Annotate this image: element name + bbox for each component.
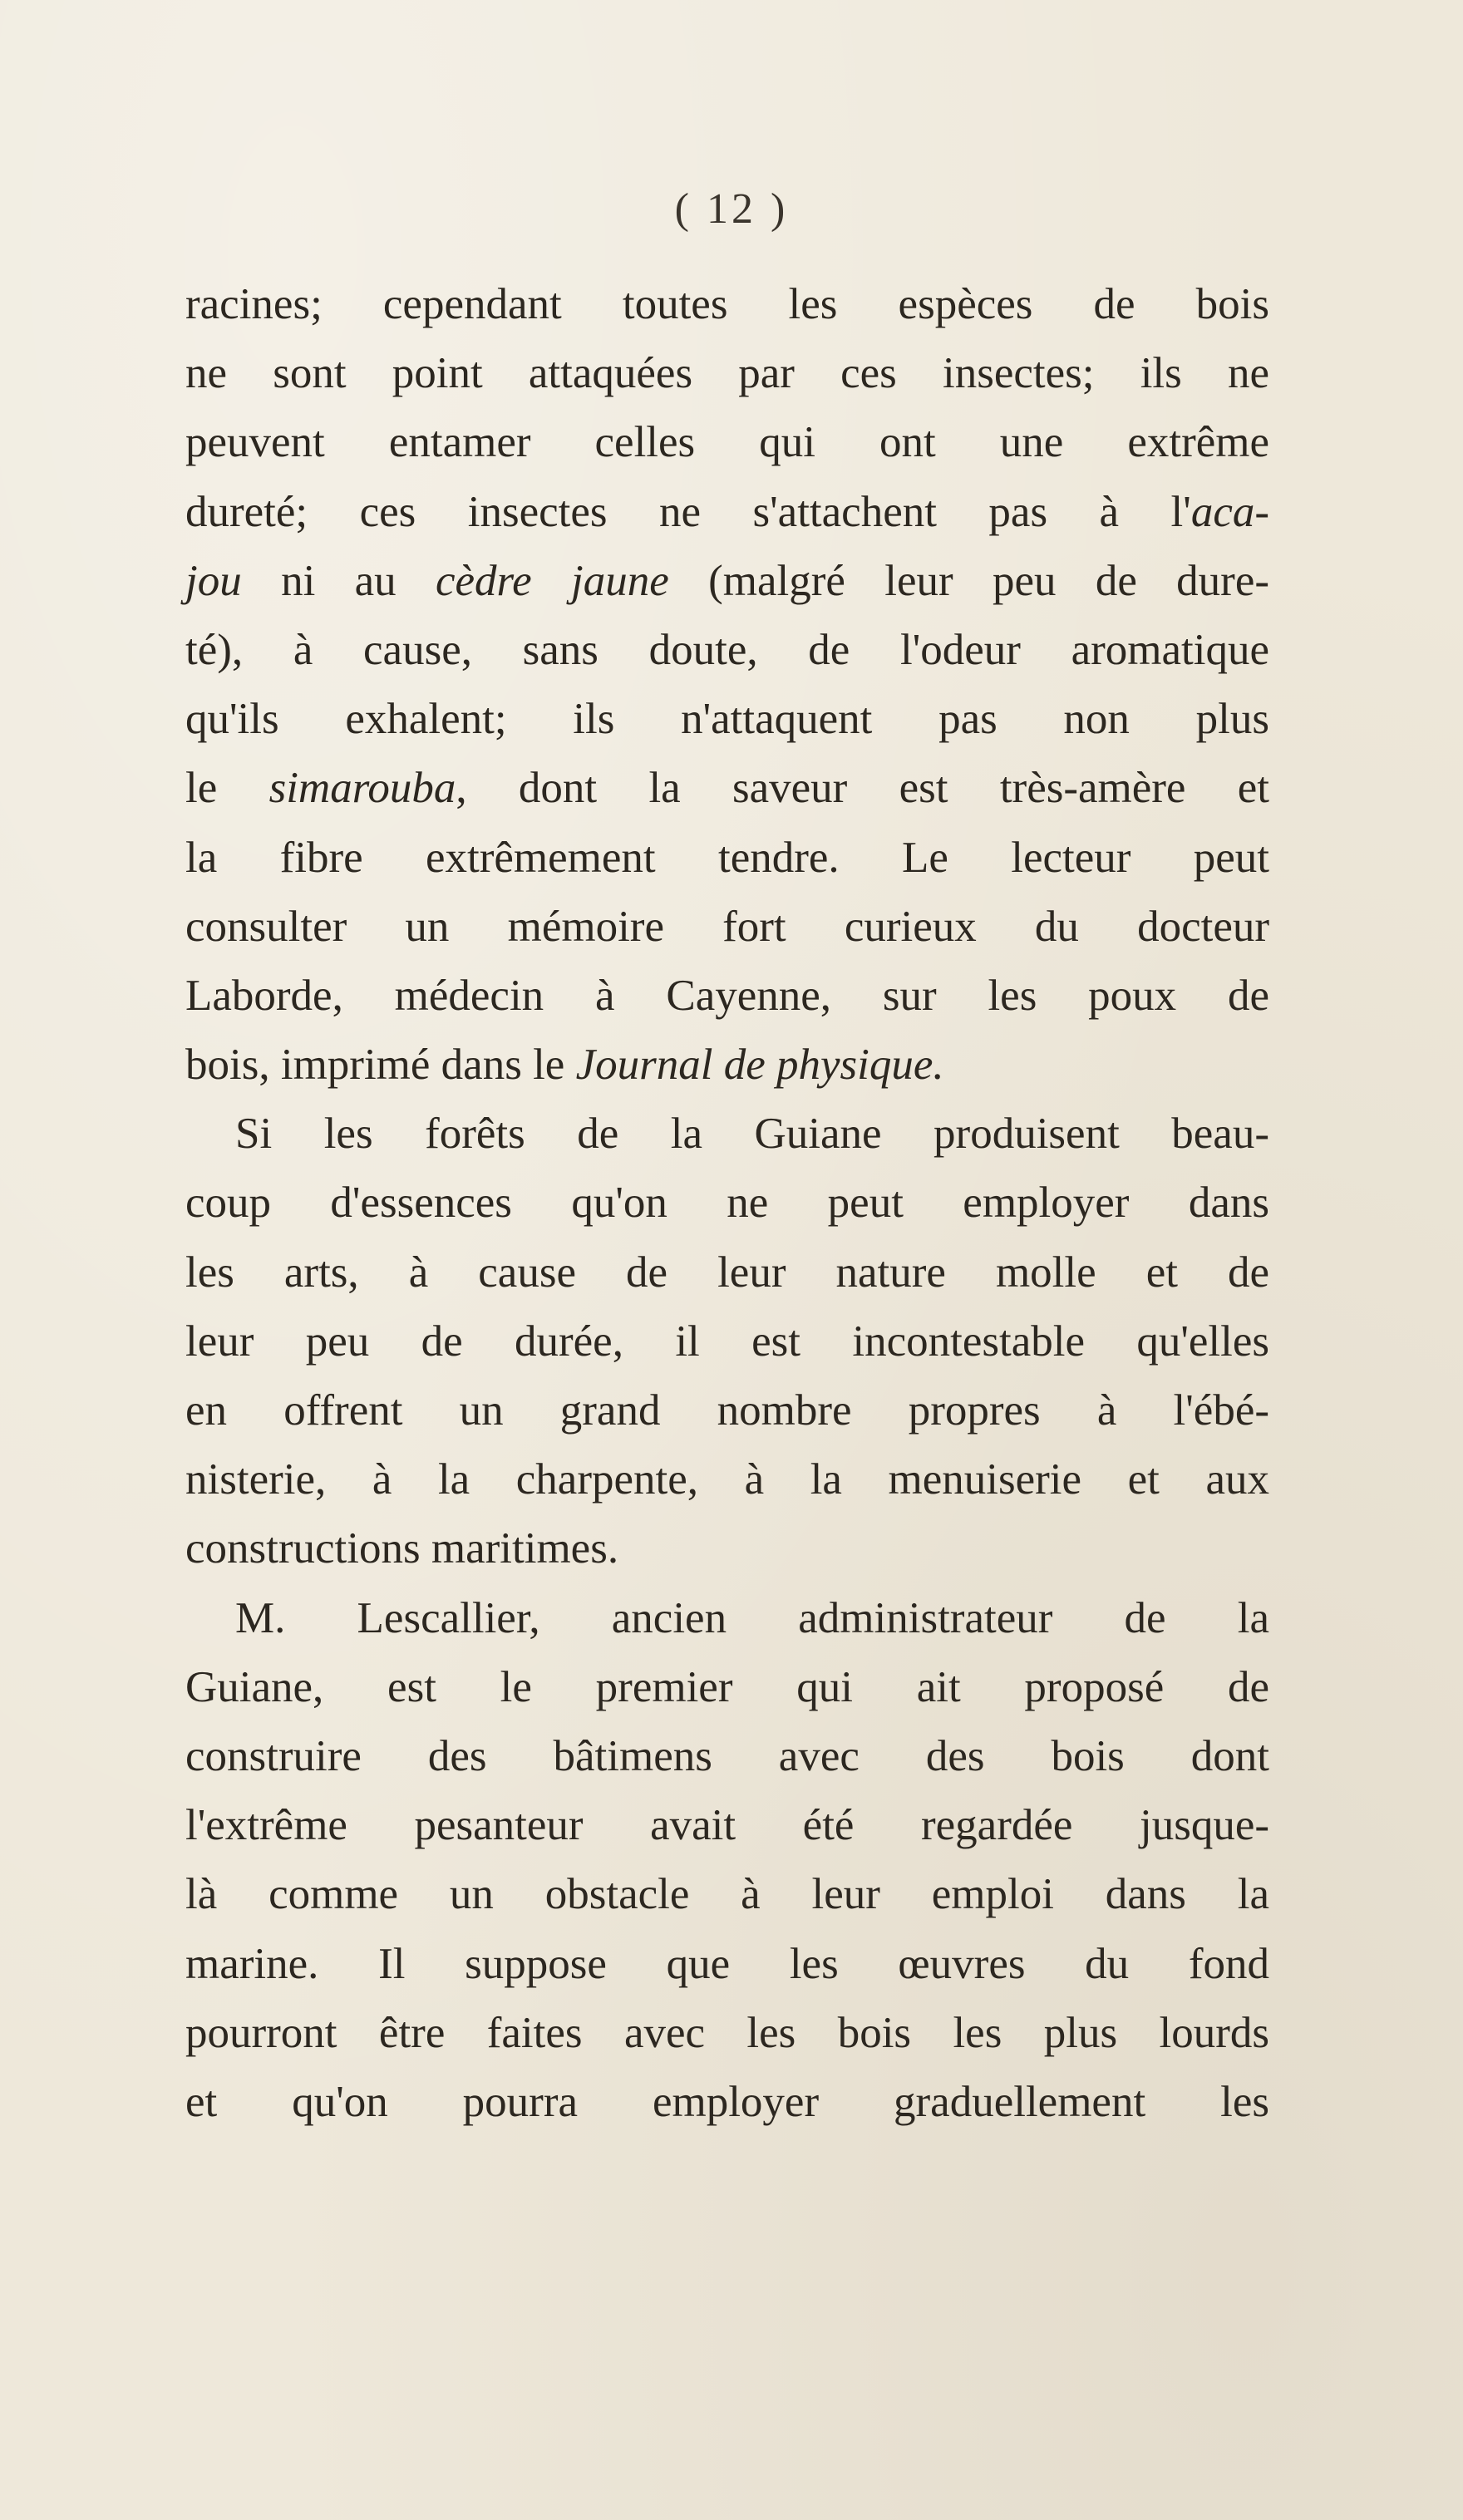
- text-segment: peuvent entamer celles qui ont une extrême: [185, 418, 1269, 467]
- text-line: [185, 1791, 1269, 1860]
- text-line: [185, 1653, 1269, 1722]
- text-line: [185, 547, 1269, 616]
- text-segment: les arts, à cause de leur nature molle et de: [185, 1248, 1269, 1297]
- text-segment: leur peu de durée, il est incontestable qu'elles: [185, 1317, 1269, 1366]
- text-segment: M. Lescallier, ancien administrateur de la: [235, 1593, 1269, 1642]
- text-segment: bois, imprimé dans le: [185, 1041, 576, 1090]
- text-segment: et qu'on pourra employer graduellement les: [185, 2077, 1269, 2126]
- italic-text: simarouba: [268, 764, 456, 813]
- text-line: [185, 478, 1269, 547]
- page-number: ( 12 ): [674, 185, 789, 233]
- text-segment: consulter un mémoire fort curieux du docteur: [185, 902, 1269, 951]
- text-segment: qu'ils exhalent; ils n'attaquent pas non plus: [185, 695, 1269, 744]
- text-line: [185, 1999, 1269, 2068]
- text-segment: construire des bâtimens avec des bois dont: [185, 1731, 1269, 1780]
- text-segment: Laborde, médecin à Cayenne, sur les poux de: [185, 971, 1269, 1020]
- text-line: [185, 893, 1269, 962]
- text-line: [185, 270, 1269, 339]
- text-segment: le: [185, 764, 269, 813]
- text-line: [185, 754, 1269, 823]
- text-line: [185, 339, 1269, 408]
- text-line: [185, 1514, 1269, 1583]
- text-segment: marine. Il suppose que les œuvres du fond: [185, 1939, 1269, 1988]
- text-segment: coup d'essences qu'on ne peut employer dans: [185, 1179, 1269, 1228]
- text-line: [185, 408, 1269, 477]
- text-segment: té), à cause, sans doute, de l'odeur aromatique: [185, 625, 1269, 674]
- italic-text: aca-: [1190, 487, 1269, 536]
- text-line: [185, 1100, 1269, 1169]
- text-line: [185, 2068, 1269, 2137]
- text-line: [185, 1445, 1269, 1514]
- text-segment: dureté; ces insectes ne s'attachent pas à l': [185, 487, 1191, 536]
- text-line: [185, 1307, 1269, 1376]
- text-segment: , dont la saveur est très-amère et: [456, 764, 1269, 813]
- text-line: [185, 962, 1269, 1031]
- text-line: [185, 685, 1269, 754]
- italic-text: cèdre jaune: [435, 556, 669, 605]
- text-segment: en offrent un grand nombre propres à l'ébé-: [185, 1386, 1269, 1435]
- text-segment: constructions maritimes.: [185, 1524, 619, 1573]
- text-line: [185, 1031, 1269, 1100]
- text-line: [185, 1169, 1269, 1238]
- text-segment: là comme un obstacle à leur emploi dans la: [185, 1870, 1269, 1919]
- text-segment: (malgré leur peu de dure-: [668, 556, 1269, 605]
- text-segment: Si les forêts de la Guiane produisent beau-: [235, 1110, 1269, 1159]
- text-line: [185, 1376, 1269, 1445]
- body-text: [185, 270, 1269, 2137]
- text-line: [185, 1930, 1269, 1999]
- text-line: [185, 616, 1269, 685]
- italic-text: jou: [185, 556, 242, 605]
- text-segment: l'extrême pesanteur avait été regardée jusque-: [185, 1801, 1269, 1850]
- italic-text: Journal de physique.: [575, 1041, 944, 1090]
- text-line: [185, 1860, 1269, 1929]
- text-line: [185, 1238, 1269, 1307]
- text-segment: Guiane, est le premier qui ait proposé de: [185, 1662, 1269, 1711]
- text-line: [185, 1584, 1269, 1653]
- text-line: [185, 824, 1269, 893]
- text-segment: pourront être faites avec les bois les plus lourds: [185, 2008, 1269, 2057]
- text-segment: racines; cependant toutes les espèces de bois: [185, 280, 1269, 328]
- text-segment: la fibre extrêmement tendre. Le lecteur peut: [185, 833, 1269, 882]
- text-line: [185, 1722, 1269, 1791]
- text-segment: nisterie, à la charpente, à la menuiserie et aux: [185, 1455, 1269, 1504]
- text-segment: ne sont point attaquées par ces insectes; ils ne: [185, 349, 1269, 398]
- text-segment: ni au: [241, 556, 436, 605]
